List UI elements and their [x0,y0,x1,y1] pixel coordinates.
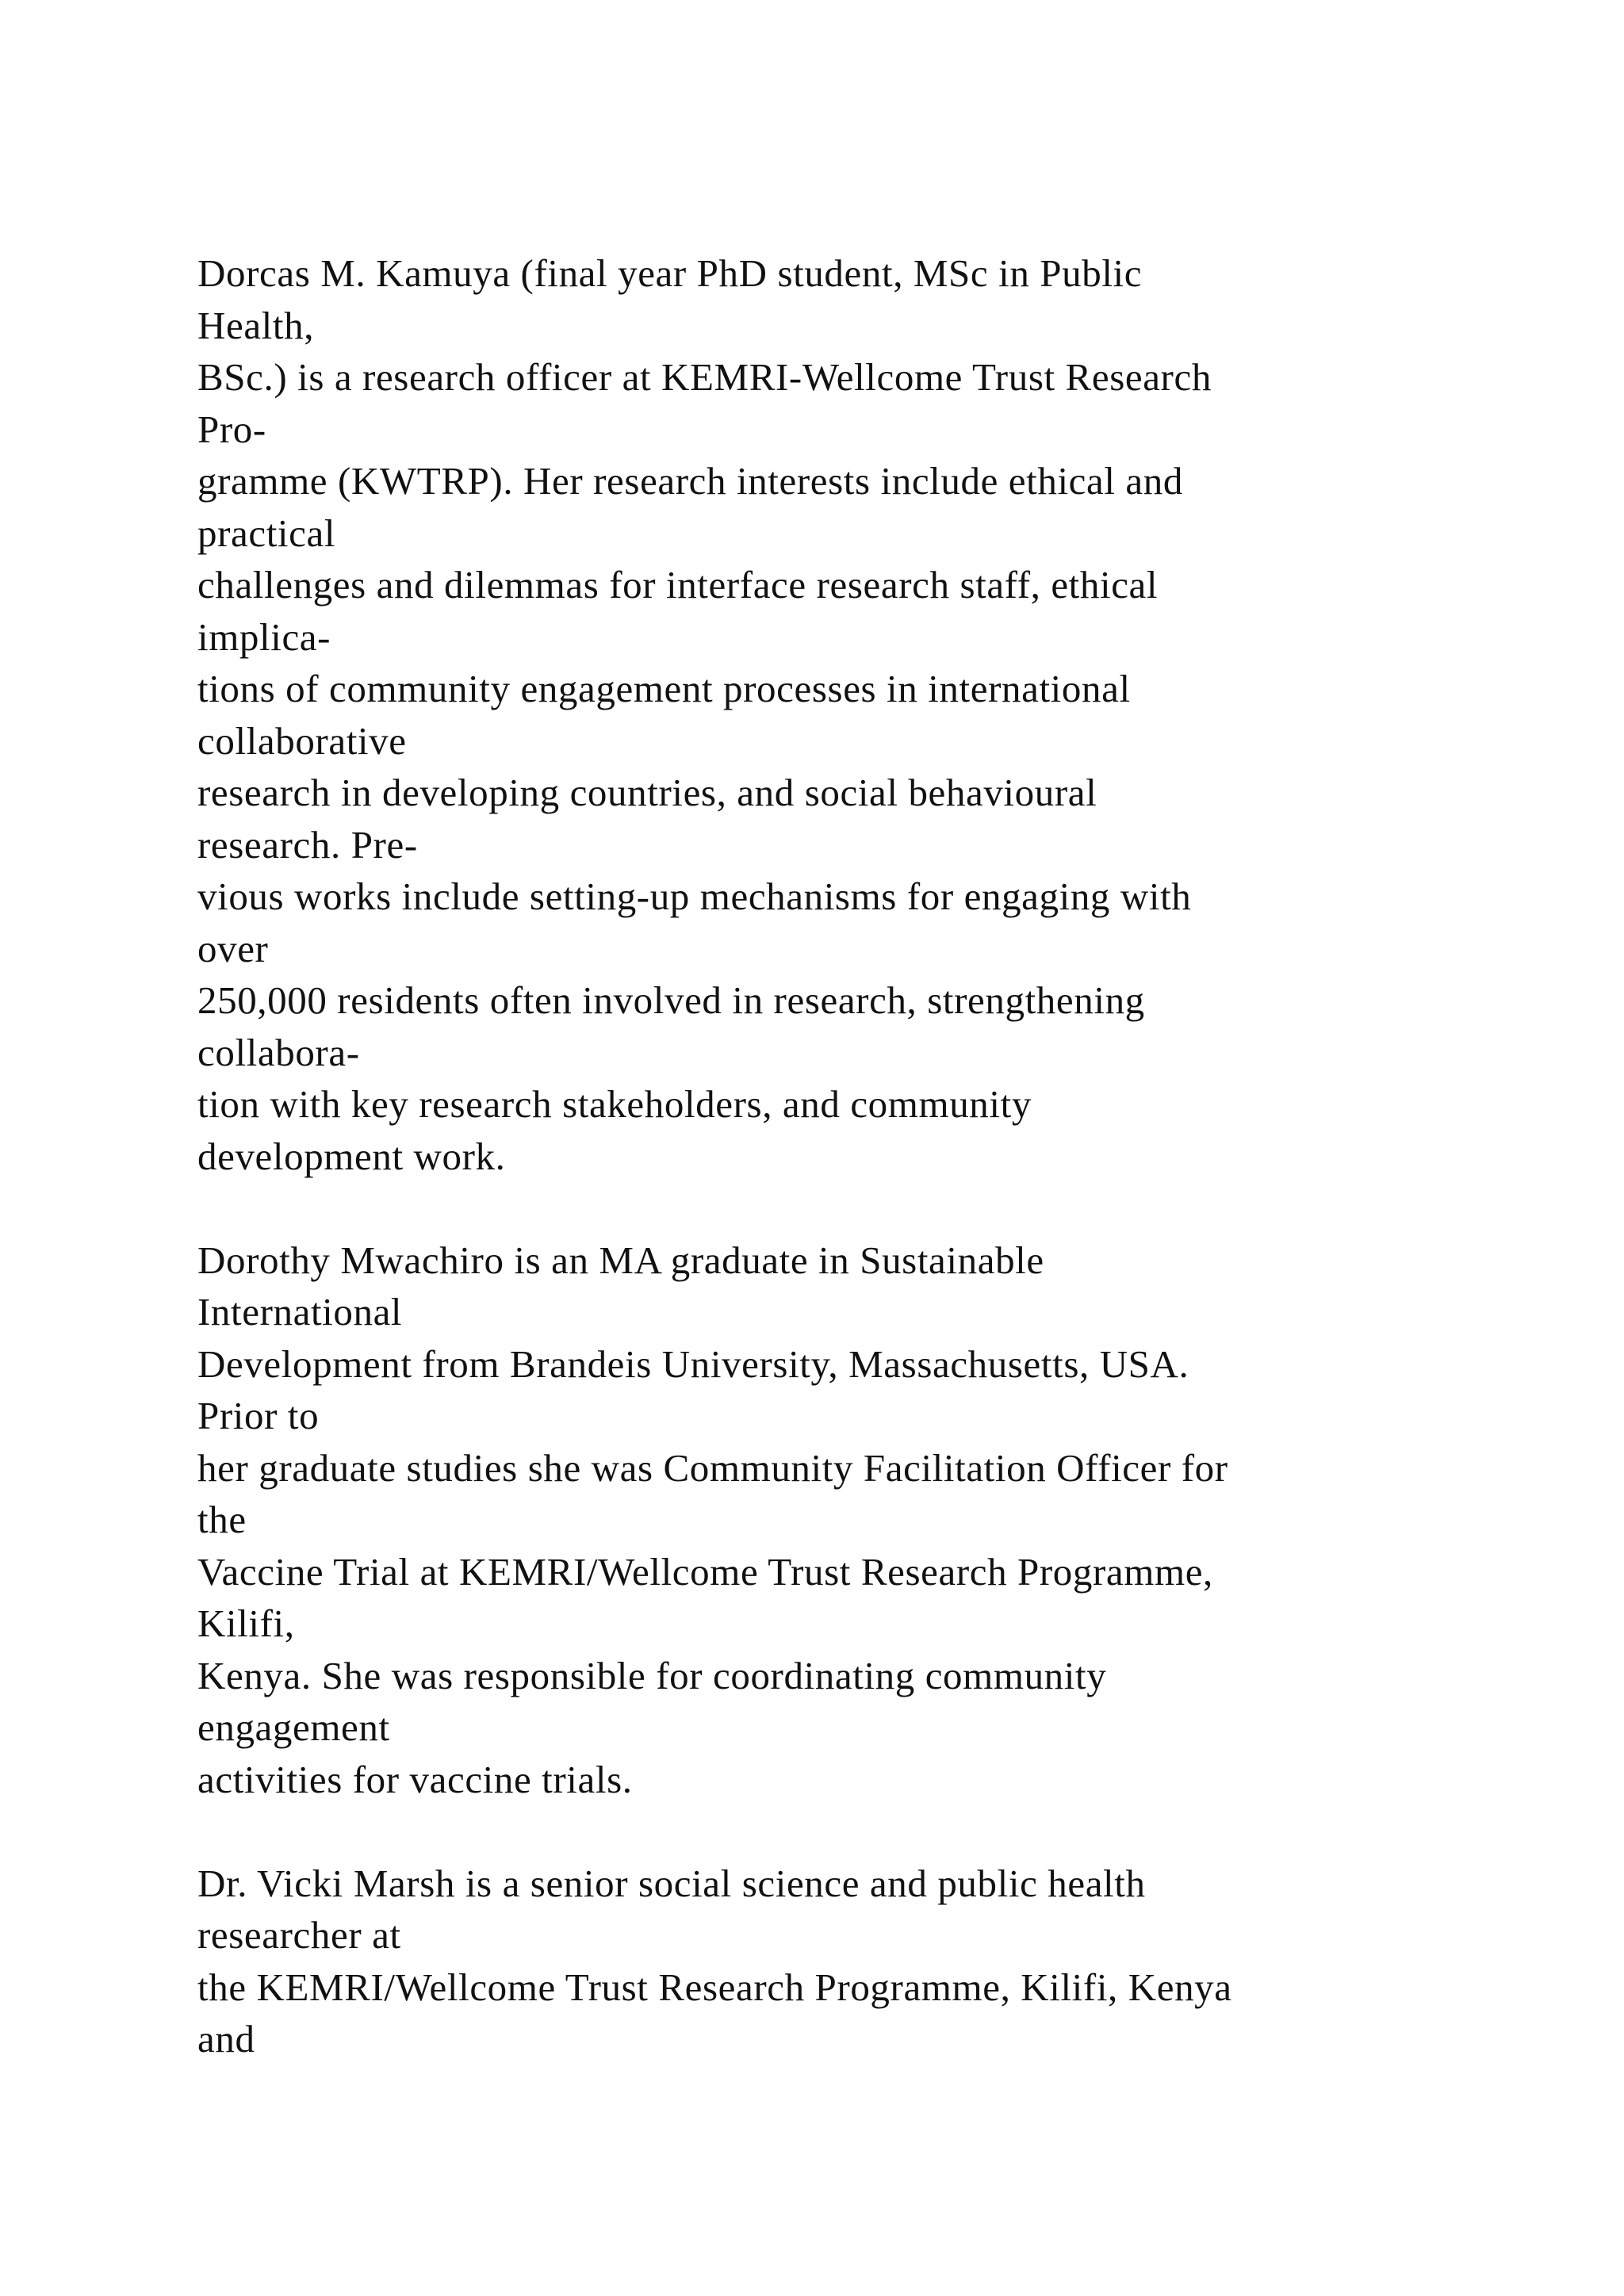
text-line: Health, [197,303,315,347]
text-line: Pro- [197,407,266,451]
text-line: over [197,926,269,970]
document-body [197,247,1506,2117]
paragraph-mwachiro-bio [197,1234,1506,1806]
text-line: development work. [197,1134,506,1178]
text-line: Kenya. She was responsible for coordinating community [197,1653,1107,1697]
text-line: International [197,1290,403,1334]
text-line: the [197,1498,247,1541]
text-line: activities for vaccine trials. [197,1757,633,1801]
text-line: Development from Brandeis University, Massachusetts, USA. [197,1341,1189,1386]
text-line: practical [197,511,336,555]
text-line: tion with key research stakeholders, and community [197,1082,1032,1126]
text-line: Prior to [197,1394,320,1437]
text-line: implica- [197,614,331,659]
paragraph-kamuya-bio [197,247,1506,1182]
text-line: Dorcas M. Kamuya (final year PhD student, MSc in Public [197,251,1143,295]
paragraph-marsh-bio [197,1858,1506,2065]
text-line: Dr. Vicki Marsh is a senior social science and public health [197,1861,1146,1905]
text-line: her graduate studies she was Community Facilitation Officer for [197,1445,1228,1490]
text-line: the KEMRI/Wellcome Trust Research Programme, Kilifi, Kenya [197,1965,1232,2009]
text-line: vious works include setting-up mechanisms for engaging with [197,874,1192,918]
text-line: challenges and dilemmas for interface research staff, ethical [197,563,1159,607]
text-line: and [197,2017,255,2061]
text-line: Dorothy Mwachiro is an MA graduate in Sustainable [197,1238,1044,1282]
text-line: research. Pre- [197,822,418,867]
text-line: tions of community engagement processes in international [197,667,1131,710]
text-line: 250,000 residents often involved in research, strengthening [197,978,1145,1022]
text-line: engagement [197,1705,390,1749]
text-line: researcher at [197,1913,401,1957]
text-line: collaborative [197,718,407,763]
text-line: BSc.) is a research officer at KEMRI-Wellcome Trust Research [197,355,1212,399]
text-line: Kilifi, [197,1601,295,1645]
text-line: collabora- [197,1030,360,1074]
text-line: research in developing countries, and social behavioural [197,771,1097,814]
text-line: Vaccine Trial at KEMRI/Wellcome Trust Research Programme, [197,1549,1213,1594]
text-line: gramme (KWTRP). Her research interests include ethical and [197,459,1183,503]
